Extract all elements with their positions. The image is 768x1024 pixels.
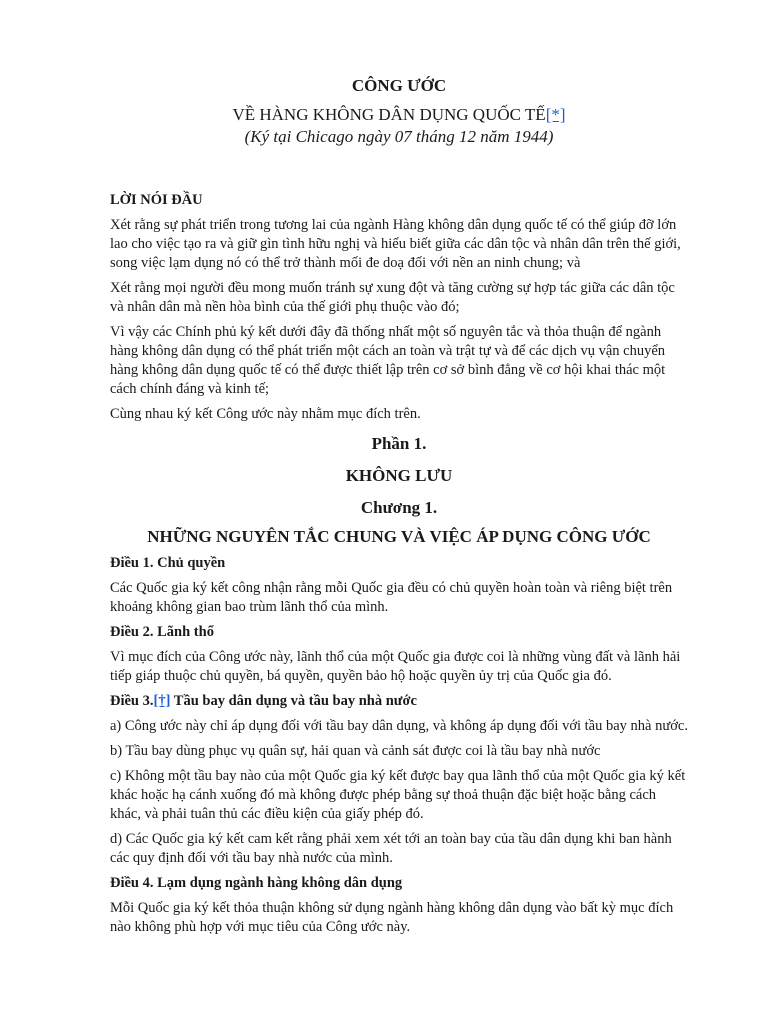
article-3-heading-title: Tầu bay dân dụng và tầu bay nhà nước: [170, 693, 417, 709]
preamble-paragraph: Xét rằng mọi người đều mong muốn tránh sự xung đột và tăng cường sự hợp tác giữa các dân tộc và nhân dân mà nền hòa bình của thế giới phụ thuộc vào đó;: [110, 280, 675, 315]
signing-note: (Ký tại Chicago ngày 07 tháng 12 năm 1944): [244, 127, 554, 146]
preamble-heading: LỜI NÓI ĐẦU: [110, 192, 203, 208]
chapter-label: Chương 1.: [360, 498, 438, 517]
article-3-paragraph: b) Tầu bay dùng phục vụ quân sự, hải quan và cảnh sát được coi là tầu bay nhà nước: [110, 743, 601, 759]
article-3-heading-prefix: Điều 3.: [110, 693, 154, 709]
document-header: [110, 74, 688, 148]
document-subtitle: [110, 104, 688, 126]
article-1-heading: Điều 1. Chủ quyền: [110, 555, 226, 571]
article-2-paragraph: Vì mục đích của Công ước này, lãnh thổ của một Quốc gia được coi là những vùng đất và lãnh hải tiếp giáp thuộc chủ quyền, bá quyền, quyền bảo hộ hoặc quyền ủy trị của Quốc gia đó.: [110, 649, 681, 684]
footnote-link-dagger[interactable]: [†]: [153, 693, 171, 709]
footnote-link-star[interactable]: [*]: [545, 105, 566, 124]
article-3-paragraph: c) Không một tầu bay nào của một Quốc gia ký kết được bay qua lãnh thổ của một Quốc gia ký kết khác hoặc hạ cánh xuống đó mà không được phép bằng sự thoả thuận đặc biệt hoặc bằng cách khác, và phải tuân thủ các điều kiện của giấy phép đó.: [110, 768, 686, 822]
preamble-paragraph: Xét rằng sự phát triển trong tương lai của ngành Hàng không dân dụng quốc tế có thể giúp đỡ lớn lao cho việc tạo ra và giữ gìn tình hữu nghị và hiểu biết giữa các dân tộc và nhân dân trên thế giới, song việc lạm dụng nó có thể trở thành mối đe doạ đối với nền an ninh chung; và: [110, 217, 681, 271]
subtitle-text: VỀ HÀNG KHÔNG DÂN DỤNG QUỐC TẾ: [232, 105, 546, 124]
article-4-paragraph: Mỗi Quốc gia ký kết thỏa thuận không sử dụng ngành hàng không dân dụng vào bất kỳ mục đích nào không phù hợp với mục tiêu của Công ước này.: [110, 900, 674, 935]
preamble-paragraph: Vì vậy các Chính phủ ký kết dưới đây đã thống nhất một số nguyên tắc và thỏa thuận để ngành hàng không dân dụng có thể phát triển một cách an toàn và trật tự và để các dịch vụ vận chuyển hàng không dân dụng quốc tế có thể được thiết lập trên cơ sở bình đẳng về cơ hội khai thác một cách chính đáng và kinh tế;: [110, 324, 666, 397]
preamble-paragraph: Cùng nhau ký kết Công ước này nhằm mục đích trên.: [110, 406, 421, 422]
part-title: KHÔNG LƯU: [345, 466, 453, 485]
article-3-paragraph: d) Các Quốc gia ký kết cam kết rằng phải xem xét tới an toàn bay của tầu dân dụng khi ban hành các quy định đối với tầu bay nhà nước của mình.: [110, 831, 672, 866]
article-4-heading: Điều 4. Lạm dụng ngành hàng không dân dụng: [110, 875, 403, 891]
part-label: Phần 1.: [371, 434, 427, 453]
article-3-paragraph: a) Công ước này chỉ áp dụng đối với tầu bay dân dụng, và không áp dụng đối với tầu bay nhà nước.: [110, 718, 688, 734]
article-1-paragraph: Các Quốc gia ký kết công nhận rằng mỗi Quốc gia đều có chủ quyền hoàn toàn và riêng biệt trên khoảng không gian bao trùm lãnh thổ của mình.: [110, 580, 673, 615]
article-2-heading: Điều 2. Lãnh thổ: [110, 624, 214, 640]
article-3-heading: [110, 692, 688, 711]
chapter-title: NHỮNG NGUYÊN TẮC CHUNG VÀ VIỆC ÁP DỤNG CÔNG ƯỚC: [147, 527, 651, 546]
document-title: CÔNG ƯỚC: [351, 76, 447, 95]
